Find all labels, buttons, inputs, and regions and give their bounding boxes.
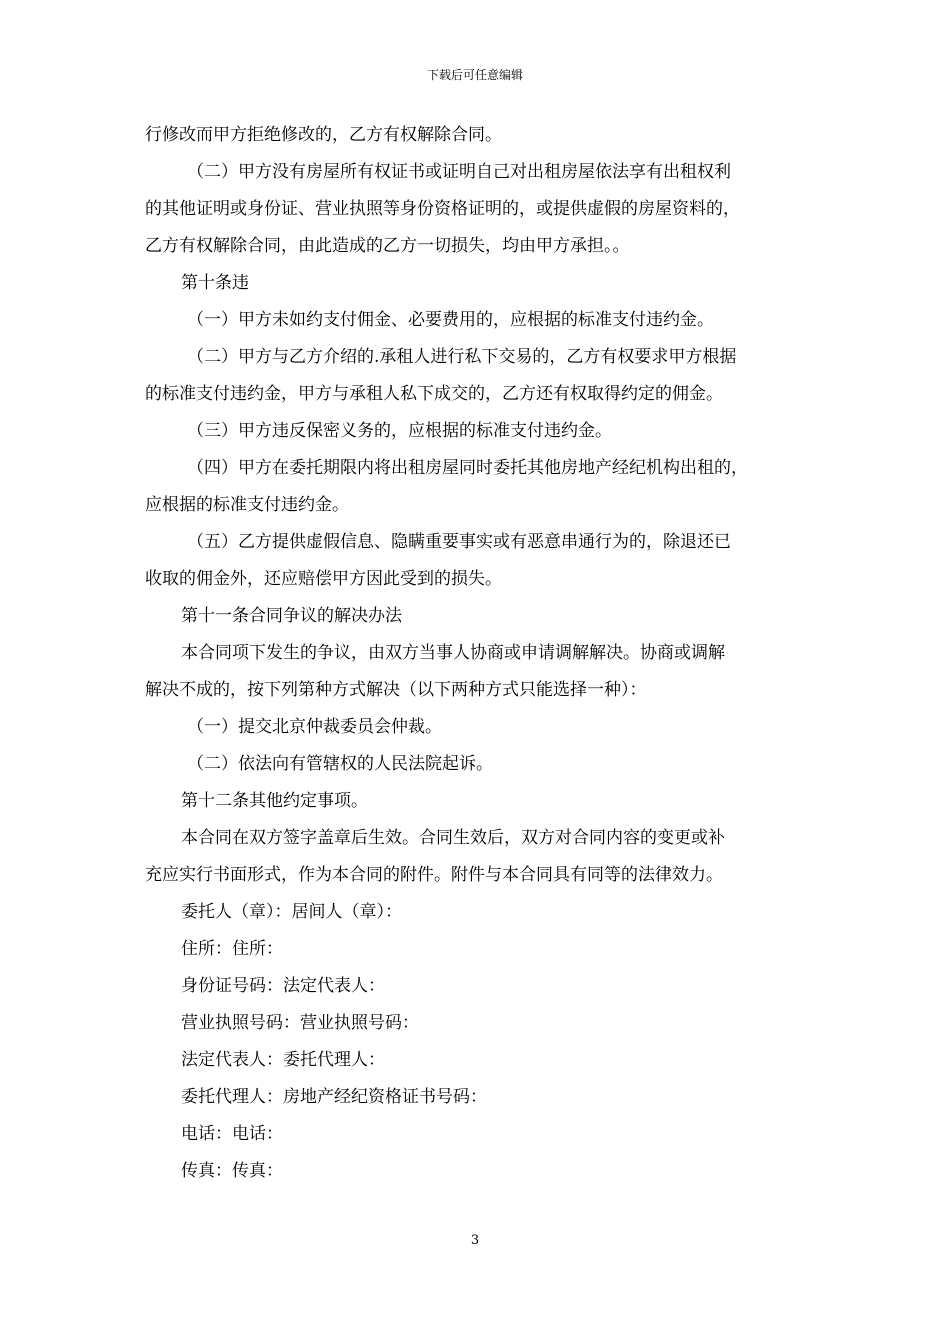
text-line: 解决不成的，按下列第种方式解决（以下两种方式只能选择一种）：: [145, 680, 647, 700]
signature-field: 法定代表人：委托代理人：: [181, 1050, 385, 1070]
text-line: （四）甲方在委托期限内将出租房屋同时委托其他房地产经纪机构出租的，: [187, 458, 748, 478]
text-line: （五）乙方提供虚假信息、隐瞒重要事实或有恶意串通行为的，除退还已: [187, 532, 731, 552]
text-line: 收取的佣金外，还应赔偿甲方因此受到的损失。: [145, 569, 502, 589]
text-line: 本合同在双方签字盖章后生效。合同生效后，双方对合同内容的变更或补: [181, 828, 725, 848]
section-heading: 第十二条其他约定事项。: [181, 791, 368, 811]
text-line: 充应实行书面形式，作为本合同的附件。附件与本合同具有同等的法律效力。: [145, 865, 723, 885]
text-line: （一）甲方未如约支付佣金、必要费用的，应根据的标准支付违约金。: [187, 310, 714, 330]
text-line: （二）甲方没有房屋所有权证书或证明自己对出租房屋依法享有出租权利: [187, 162, 731, 182]
signature-field: 身份证号码：法定代表人：: [181, 976, 385, 996]
text-line: （三）甲方违反保密义务的，应根据的标准支付违约金。: [187, 421, 612, 441]
signature-field: 委托人（章）：居间人（章）：: [181, 902, 402, 922]
signature-field: 委托代理人：房地产经纪资格证书号码：: [181, 1087, 487, 1107]
section-heading: 第十一条合同争议的解决办法: [181, 606, 402, 626]
text-line: （二）甲方与乙方介绍的.承租人进行私下交易的，乙方有权要求甲方根据: [187, 347, 737, 367]
signature-field: 传真：传真：: [181, 1161, 283, 1181]
page-number: 3: [470, 1233, 480, 1248]
text-line: 行修改而甲方拒绝修改的，乙方有权解除合同。: [145, 125, 502, 145]
signature-field: 电话：电话：: [181, 1124, 283, 1144]
text-line: 乙方有权解除合同，由此造成的乙方一切损失，均由甲方承担。。: [145, 236, 630, 256]
signature-field: 营业执照号码：营业执照号码：: [181, 1013, 419, 1033]
document-body: [145, 117, 815, 1190]
page-header: 下载后可任意编辑: [426, 68, 523, 82]
text-line: （一）提交北京仲裁委员会仲裁。: [187, 717, 442, 737]
signature-field: 住所：住所：: [181, 939, 283, 959]
text-line: （二）依法向有管辖权的人民法院起诉。: [187, 754, 493, 774]
text-line: 本合同项下发生的争议，由双方当事人协商或申请调解解决。协商或调解: [181, 643, 725, 663]
text-line: 的标准支付违约金，甲方与承租人私下成交的，乙方还有权取得约定的佣金。: [145, 384, 723, 404]
text-line: 的其他证明或身份证、营业执照等身份资格证明的，或提供虚假的房屋资料的，: [145, 199, 740, 219]
section-heading: 第十条违: [181, 273, 249, 293]
text-line: 应根据的标准支付违约金。: [145, 495, 349, 515]
